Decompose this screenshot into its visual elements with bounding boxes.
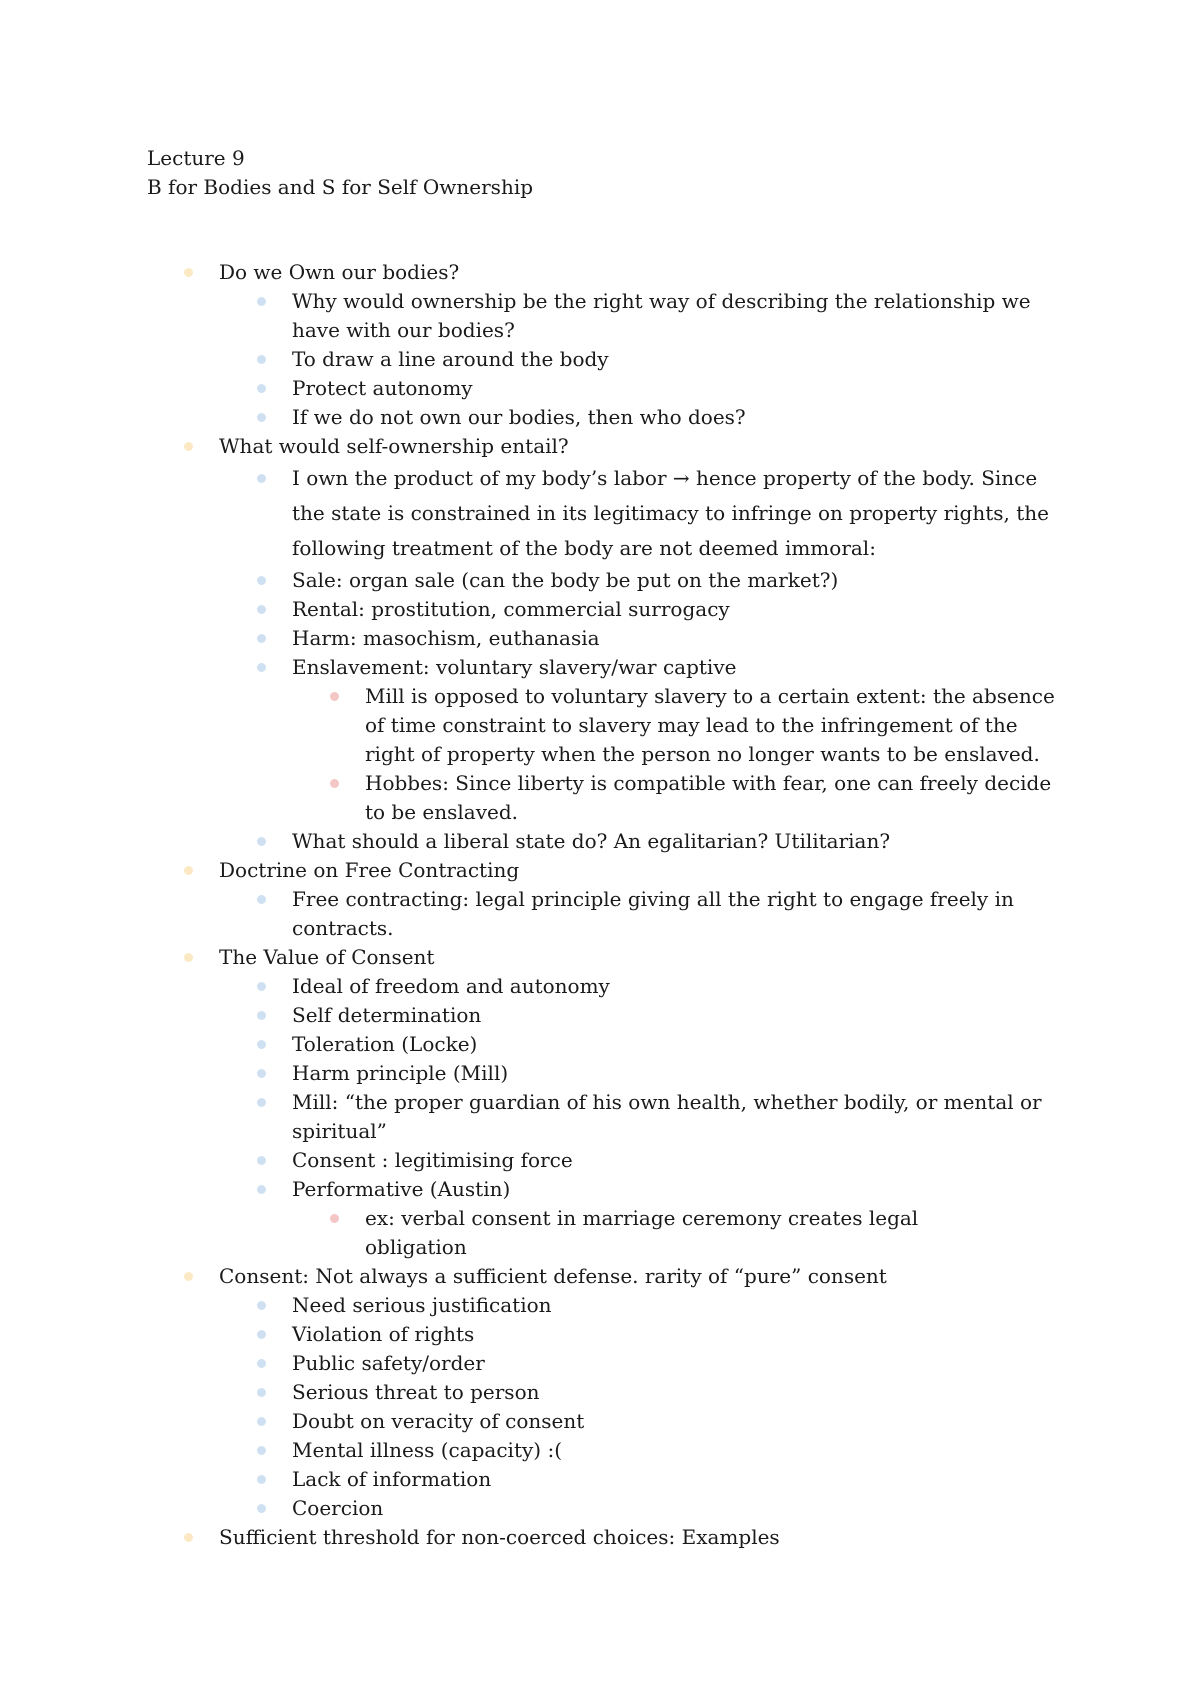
bullet-icon [257, 1504, 266, 1513]
list-item [292, 1465, 1059, 1494]
bullet-icon [257, 1417, 266, 1426]
bullet-icon [257, 663, 266, 672]
bullet-icon [330, 779, 339, 788]
list-item [365, 682, 1059, 769]
lecture-subtitle: B for Bodies and S for Self Ownership [147, 175, 534, 199]
list-item-text: Coercion [292, 1496, 384, 1520]
bullet-icon [257, 384, 266, 393]
bullet-icon [184, 1272, 193, 1281]
outline-item [219, 1262, 1059, 1523]
list-item [292, 1088, 1059, 1146]
list-item-text: Why would ownership be the right way of describing the relationship we have with our bodies? [292, 289, 1031, 342]
list-item-text: Doubt on veracity of consent [292, 1409, 585, 1433]
bullet-icon [257, 1330, 266, 1339]
list-item [292, 1378, 1059, 1407]
list-item [292, 1436, 1059, 1465]
bullet-icon [257, 837, 266, 846]
outline-item [219, 943, 1059, 1262]
bullet-icon [257, 297, 266, 306]
list-item [292, 461, 1059, 566]
list-item-text: Consent : legitimising force [292, 1148, 573, 1172]
document-header [147, 144, 533, 202]
outline-item [219, 432, 1059, 856]
outline-item-text: The Value of Consent [219, 945, 435, 969]
bullet-icon [257, 355, 266, 364]
list-item-text: Harm principle (Mill) [292, 1061, 509, 1085]
outline-item-text: Consent: Not always a sufficient defense. rarity of “pure” consent [219, 1264, 887, 1288]
list-item [292, 566, 1059, 595]
bullet-icon [257, 1388, 266, 1397]
bullet-icon [257, 895, 266, 904]
sub-sub-list [365, 682, 1059, 827]
list-item-text: If we do not own our bodies, then who does? [292, 405, 746, 429]
bullet-icon [257, 1040, 266, 1049]
bullet-icon [184, 866, 193, 875]
list-item [292, 653, 1059, 827]
bullet-icon [257, 1098, 266, 1107]
list-item-text: Ideal of freedom and autonomy [292, 974, 610, 998]
outline-item-text: What would self-ownership entail? [219, 434, 569, 458]
outline-item-text: Sufficient threshold for non-coerced choices: Examples [219, 1525, 780, 1549]
list-item-text: What should a liberal state do? An egalitarian? Utilitarian? [292, 829, 891, 853]
list-item-text: Free contracting: legal principle giving all the right to engage freely in contracts. [292, 887, 1014, 940]
sub-list [292, 1291, 1059, 1523]
bullet-icon [257, 1359, 266, 1368]
list-item [292, 1349, 1059, 1378]
list-item [292, 885, 1059, 943]
list-item [292, 1030, 1059, 1059]
list-item [292, 287, 1059, 345]
outline-item-text: Doctrine on Free Contracting [219, 858, 520, 882]
sub-list [292, 885, 1059, 943]
list-item-text: Sale: organ sale (can the body be put on the market?) [292, 568, 839, 592]
list-item-text: Protect autonomy [292, 376, 473, 400]
list-item-text: Lack of information [292, 1467, 492, 1491]
list-item-text: Mental illness (capacity) :( [292, 1438, 562, 1462]
list-item [292, 1001, 1059, 1030]
list-item-text: Violation of rights [292, 1322, 475, 1346]
list-item-text: Self determination [292, 1003, 482, 1027]
list-item-text: Public safety/order [292, 1351, 485, 1375]
lecture-title: Lecture 9 [147, 146, 245, 170]
bullet-icon [257, 1156, 266, 1165]
list-item [292, 1175, 1059, 1262]
bullet-icon [184, 268, 193, 277]
bullet-icon [257, 1185, 266, 1194]
bullet-icon [184, 953, 193, 962]
list-item [292, 595, 1059, 624]
bullet-icon [257, 1011, 266, 1020]
list-item-text: Mill: “the proper guardian of his own health, whether bodily, or mental or spiritual” [292, 1090, 1042, 1143]
bullet-icon [257, 982, 266, 991]
list-item [292, 1407, 1059, 1436]
bullet-icon [184, 1533, 193, 1542]
list-item-text: To draw a line around the body [292, 347, 609, 371]
list-item [292, 1146, 1059, 1175]
bullet-icon [257, 605, 266, 614]
list-item [292, 827, 1059, 856]
list-item-text: Serious threat to person [292, 1380, 540, 1404]
sub-list [292, 287, 1059, 432]
bullet-icon [257, 1475, 266, 1484]
list-item-text: Rental: prostitution, commercial surrogacy [292, 597, 730, 621]
list-item-text: I own the product of my body’s labor → hence property of the body. Since the state is constrained in its legitimacy to infringe on property rights, the following treatment of the body are not deemed immoral: [292, 466, 1050, 560]
bullet-icon [330, 692, 339, 701]
list-item-text: Need serious justification [292, 1293, 552, 1317]
sub-list [292, 461, 1059, 856]
list-item [292, 972, 1059, 1001]
sub-sub-list [365, 1204, 1059, 1262]
sub-list [292, 972, 1059, 1262]
outline-item [219, 1523, 1059, 1552]
bullet-icon [257, 634, 266, 643]
bullet-icon [257, 576, 266, 585]
list-item [292, 624, 1059, 653]
list-item [292, 374, 1059, 403]
list-item [365, 769, 1059, 827]
list-item-text: Mill is opposed to voluntary slavery to a certain extent: the absence of time constraint to slavery may lead to the infringement of the right of property when the person no longer wants to be enslaved. [365, 684, 1055, 766]
list-item-text: Toleration (Locke) [292, 1032, 478, 1056]
list-item-text: Enslavement: voluntary slavery/war captive [292, 655, 737, 679]
outline-item-text: Do we Own our bodies? [219, 260, 460, 284]
list-item-text: ex: verbal consent in marriage ceremony creates legal obligation [365, 1206, 919, 1259]
list-item-text: Harm: masochism, euthanasia [292, 626, 600, 650]
outline-list [219, 258, 1059, 1552]
bullet-icon [330, 1214, 339, 1223]
list-item [292, 345, 1059, 374]
list-item-text: Performative (Austin) [292, 1177, 511, 1201]
list-item [365, 1204, 925, 1262]
bullet-icon [257, 1301, 266, 1310]
bullet-icon [257, 413, 266, 422]
list-item-text: Hobbes: Since liberty is compatible with fear, one can freely decide to be enslaved. [365, 771, 1052, 824]
list-item [292, 1291, 1059, 1320]
outline-item [219, 856, 1059, 943]
list-item [292, 1494, 1059, 1523]
list-item [292, 1320, 1059, 1349]
bullet-icon [257, 474, 266, 483]
outline-item [219, 258, 1059, 432]
bullet-icon [257, 1446, 266, 1455]
list-item [292, 403, 1059, 432]
bullet-icon [257, 1069, 266, 1078]
list-item [292, 1059, 1059, 1088]
bullet-icon [184, 442, 193, 451]
